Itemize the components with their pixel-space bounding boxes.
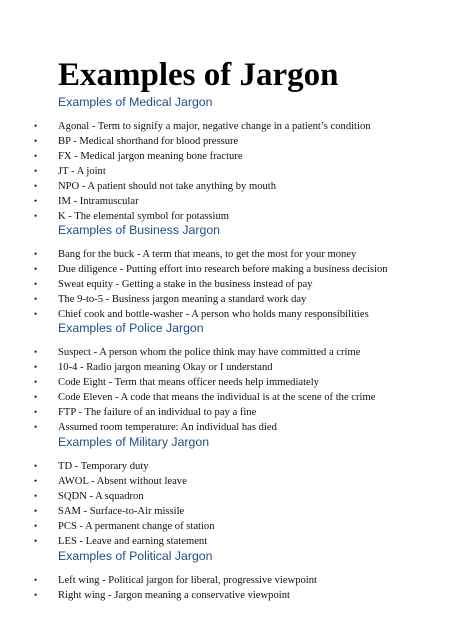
section-heading-medical: Examples of Medical Jargon	[58, 95, 213, 109]
bullet-icon: •	[34, 392, 38, 402]
section-heading-business: Examples of Business Jargon	[58, 223, 220, 237]
list-item-text: Code Eleven - A code that means the individual is at the scene of the crime	[58, 392, 376, 403]
list-item-text: Sweat equity - Getting a stake in the business instead of pay	[58, 279, 313, 290]
list-item	[0, 459, 474, 474]
list-item	[0, 209, 474, 224]
list-item	[0, 262, 474, 277]
list-item	[0, 292, 474, 307]
list-item-text: 10-4 - Radio jargon meaning Okay or I understand	[58, 362, 273, 373]
list-item-text: SQDN - A squadron	[58, 491, 144, 502]
list-item	[0, 588, 474, 603]
bullet-icon: •	[34, 506, 38, 516]
list-item-text: Bang for the buck - A term that means, to get the most for your money	[58, 249, 357, 260]
bullet-icon: •	[34, 264, 38, 274]
list-item	[0, 149, 474, 164]
list-item-text: Chief cook and bottle-washer - A person who holds many responsibilities	[58, 309, 369, 320]
list-item-text: AWOL - Absent without leave	[58, 476, 187, 487]
bullet-icon: •	[34, 347, 38, 357]
list-item	[0, 345, 474, 360]
bullet-icon: •	[34, 491, 38, 501]
list-item-text: TD - Temporary duty	[58, 461, 149, 472]
section-heading-political: Examples of Political Jargon	[58, 549, 213, 563]
bullet-icon: •	[34, 309, 38, 319]
bullet-icon: •	[34, 407, 38, 417]
list-item-text: Assumed room temperature: An individual has died	[58, 422, 277, 433]
bullet-icon: •	[34, 590, 38, 600]
bullet-icon: •	[34, 211, 38, 221]
list-item-text: Due diligence - Putting effort into research before making a business decision	[58, 264, 388, 275]
bullet-icon: •	[34, 422, 38, 432]
list-item-text: FX - Medical jargon meaning bone fracture	[58, 151, 243, 162]
police-jargon-list	[0, 345, 474, 435]
bullet-icon: •	[34, 521, 38, 531]
bullet-icon: •	[34, 461, 38, 471]
list-item-text: Agonal - Term to signify a major, negative change in a patient’s condition	[58, 121, 371, 132]
list-item	[0, 390, 474, 405]
section-heading-police: Examples of Police Jargon	[58, 321, 204, 335]
list-item-text: LES - Leave and earning statement	[58, 536, 208, 547]
list-item	[0, 534, 474, 549]
list-item-text: Code Eight - Term that means officer needs help immediately	[58, 377, 319, 388]
bullet-icon: •	[34, 377, 38, 387]
list-item	[0, 504, 474, 519]
list-item	[0, 519, 474, 534]
bullet-icon: •	[34, 279, 38, 289]
list-item-text: Suspect - A person whom the police think may have committed a crime	[58, 347, 361, 358]
bullet-icon: •	[34, 476, 38, 486]
list-item-text: IM - Intramuscular	[58, 196, 139, 207]
list-item	[0, 489, 474, 504]
list-item	[0, 307, 474, 322]
list-item	[0, 277, 474, 292]
list-item	[0, 360, 474, 375]
list-item-text: Left wing - Political jargon for liberal, progressive viewpoint	[58, 575, 317, 586]
business-jargon-list	[0, 247, 474, 322]
list-item-text: JT - A joint	[58, 166, 106, 177]
bullet-icon: •	[34, 536, 38, 546]
list-item	[0, 194, 474, 209]
list-item	[0, 247, 474, 262]
page-title: Examples of Jargon	[58, 57, 339, 93]
list-item-text: K - The elemental symbol for potassium	[58, 211, 230, 222]
bullet-icon: •	[34, 121, 38, 131]
bullet-icon: •	[34, 166, 38, 176]
list-item-text: NPO - A patient should not take anything by mouth	[58, 181, 277, 192]
list-item	[0, 179, 474, 194]
list-item-text: PCS - A permanent change of station	[58, 521, 215, 532]
list-item	[0, 134, 474, 149]
section-heading-military: Examples of Military Jargon	[58, 435, 210, 449]
list-item	[0, 119, 474, 134]
list-item	[0, 375, 474, 390]
list-item	[0, 474, 474, 489]
list-item	[0, 405, 474, 420]
bullet-icon: •	[34, 136, 38, 146]
bullet-icon: •	[34, 249, 38, 259]
bullet-icon: •	[34, 575, 38, 585]
bullet-icon: •	[34, 151, 38, 161]
list-item-text: BP - Medical shorthand for blood pressure	[58, 136, 239, 147]
bullet-icon: •	[34, 294, 38, 304]
political-jargon-list	[0, 573, 474, 603]
military-jargon-list	[0, 459, 474, 549]
bullet-icon: •	[34, 362, 38, 372]
list-item	[0, 420, 474, 435]
list-item-text: FTP - The failure of an individual to pay a fine	[58, 407, 257, 418]
list-item	[0, 573, 474, 588]
bullet-icon: •	[34, 196, 38, 206]
list-item-text: SAM - Surface-to-Air missile	[58, 506, 185, 517]
bullet-icon: •	[34, 181, 38, 191]
medical-jargon-list	[0, 119, 474, 224]
list-item	[0, 164, 474, 179]
list-item-text: Right wing - Jargon meaning a conservative viewpoint	[58, 590, 290, 601]
list-item-text: The 9-to-5 - Business jargon meaning a standard work day	[58, 294, 307, 305]
